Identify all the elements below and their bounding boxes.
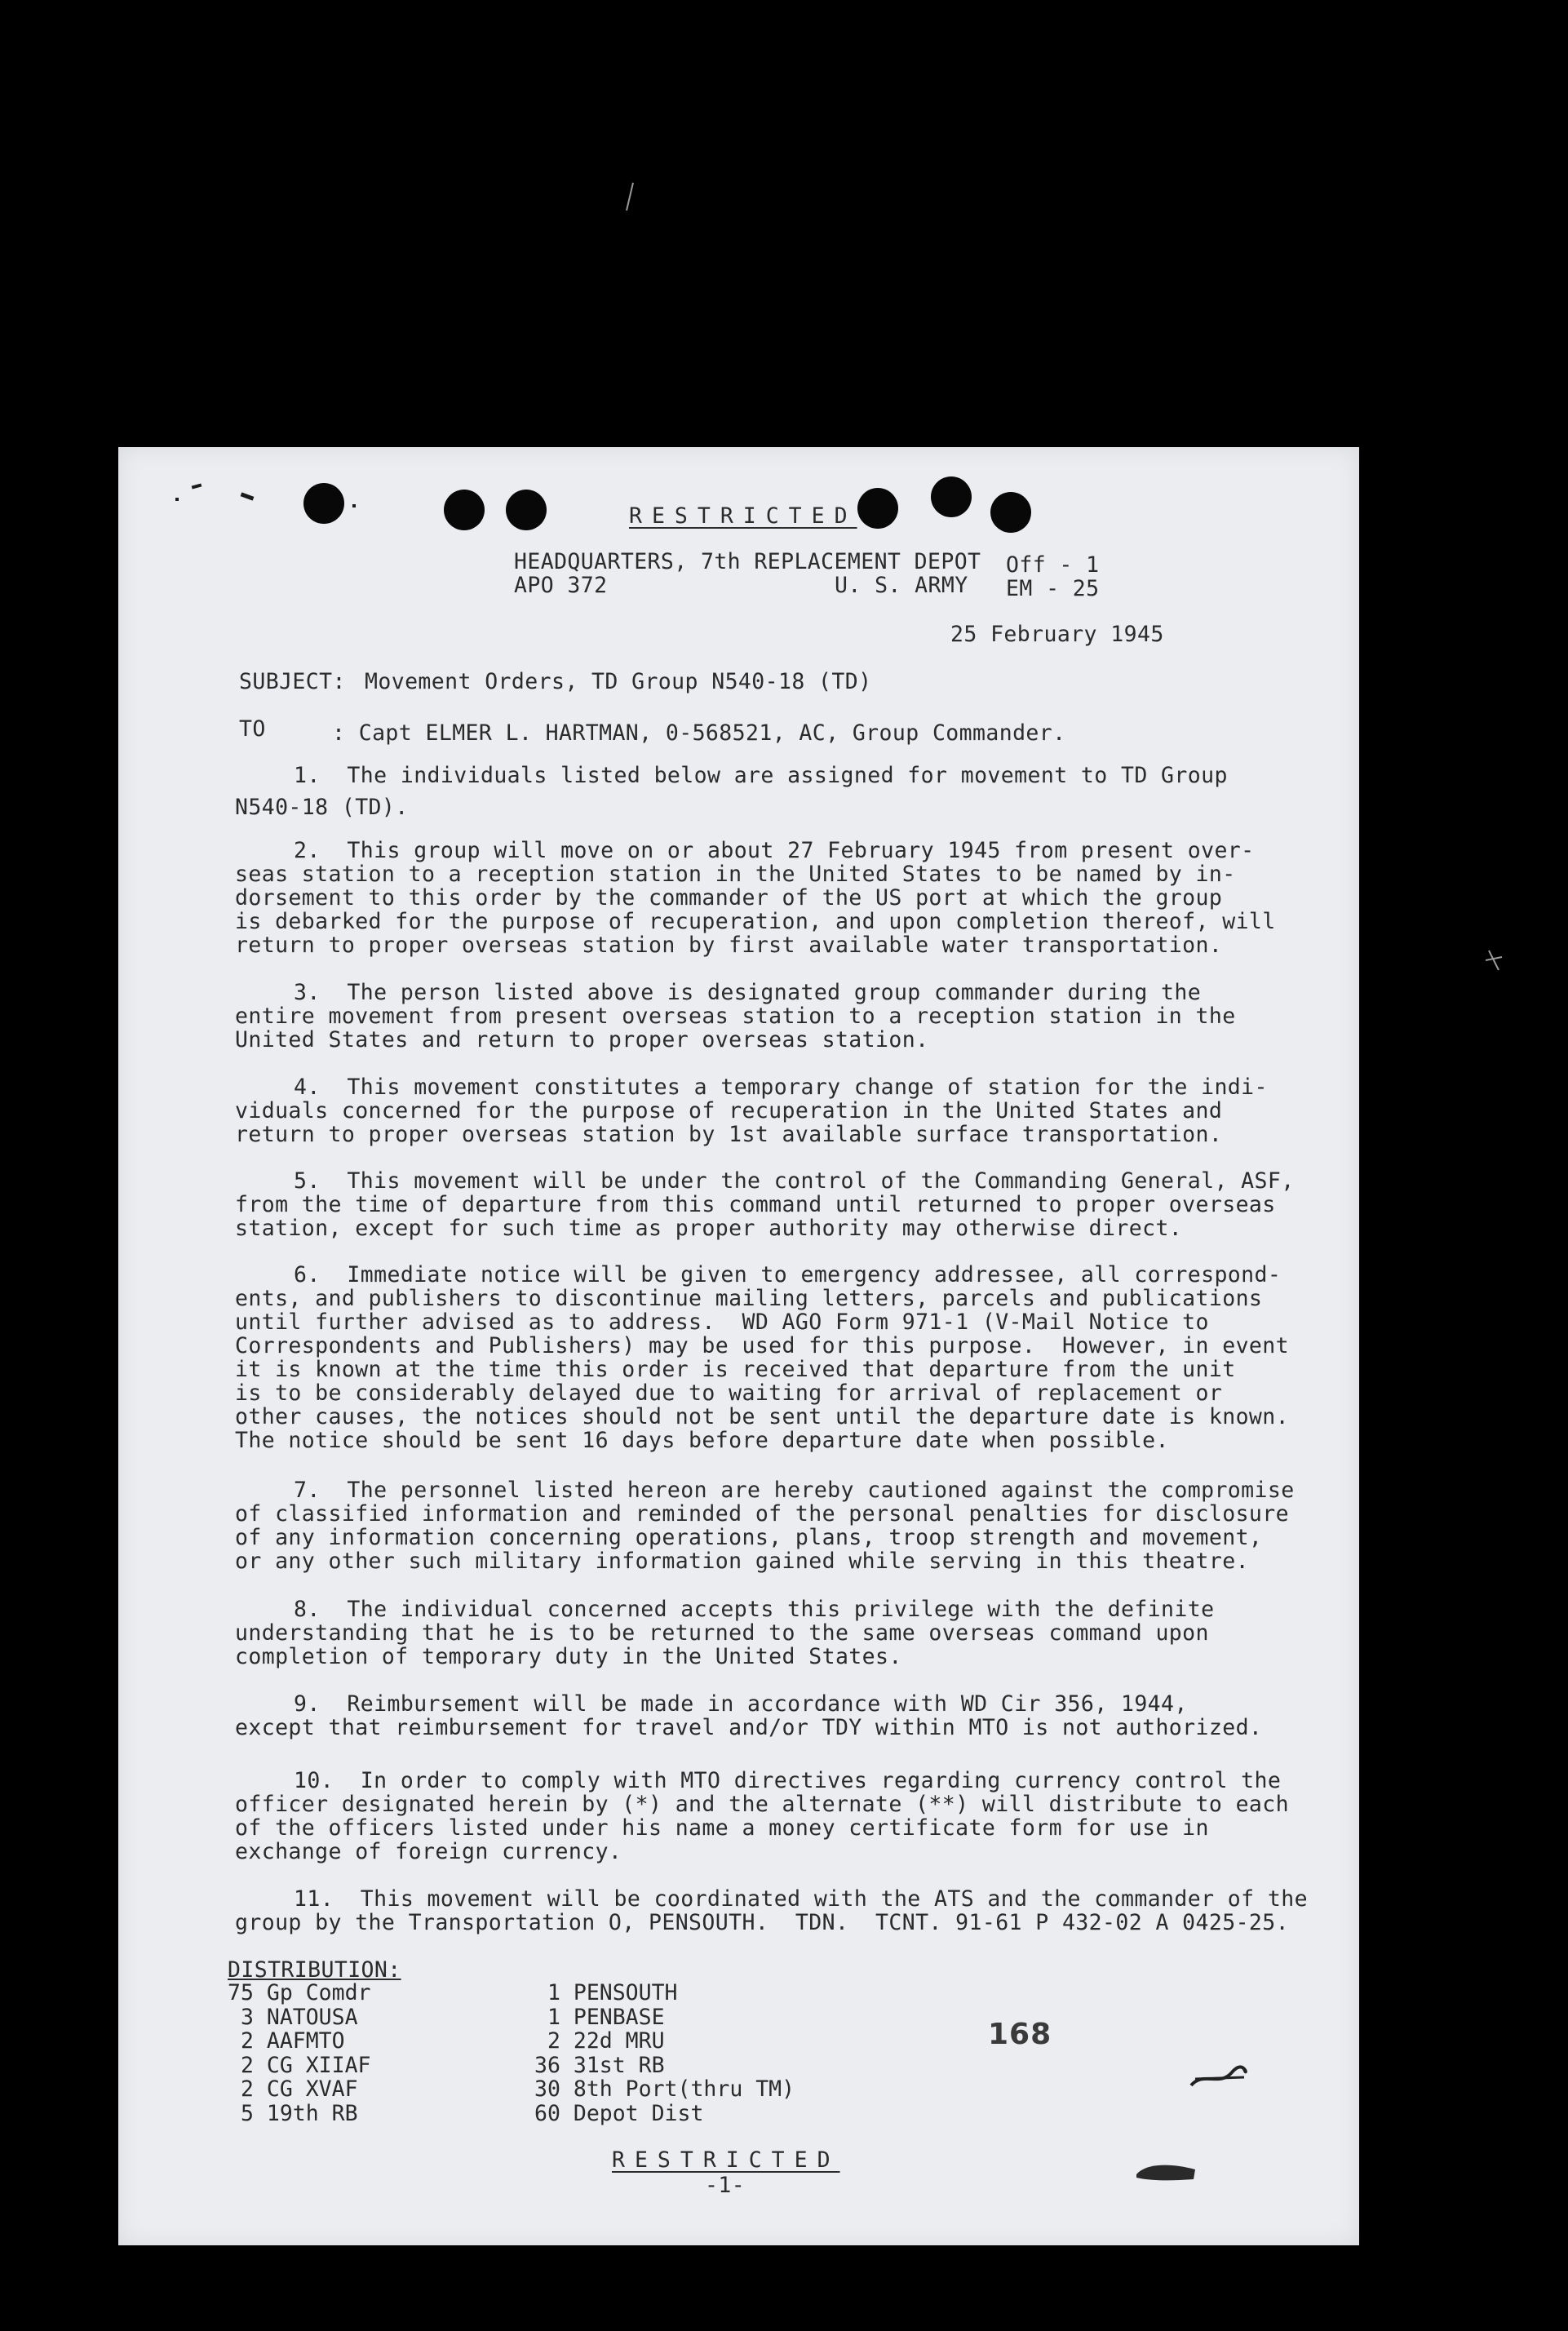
ink-speck	[352, 504, 356, 507]
paragraph-line: completion of temporary duty in the United States.	[235, 1644, 902, 1669]
paragraph-10	[235, 1768, 1289, 1864]
paragraph-5	[235, 1168, 1295, 1241]
background-mark	[622, 181, 638, 214]
document-page	[118, 447, 1359, 2245]
paragraph-line: it is known at the time this order is received that departure from the unit	[235, 1357, 1236, 1382]
paragraph-line: 4. This movement constitutes a temporary change of station for the indi-	[294, 1075, 1268, 1100]
paragraph-line: of classified information and reminded of the personal penalties for disclosure	[235, 1501, 1289, 1527]
stamped-number: 168	[988, 2018, 1052, 2051]
paragraph-line: 10. In order to comply with MTO directives regarding currency control the	[294, 1768, 1282, 1793]
paragraph-4	[235, 1075, 1268, 1147]
army-line: U. S. ARMY	[835, 573, 968, 598]
paragraph-line: 9. Reimbursement will be made in accordance with WD Cir 356, 1944,	[294, 1691, 1188, 1717]
document-date: 25 February 1945	[950, 622, 1164, 647]
paragraph-line: ents, and publishers to discontinue mailing letters, parcels and publications	[235, 1286, 1263, 1311]
paragraph-line: The notice should be sent 16 days before departure date when possible.	[235, 1428, 1169, 1453]
paragraph-11	[235, 1886, 1308, 1935]
paragraph-line: understanding that he is to be returned to the same overseas command upon	[235, 1620, 1209, 1646]
ink-scribble	[1187, 2063, 1252, 2095]
paragraph-line: station, except for such time as proper authority may otherwise direct.	[235, 1216, 1183, 1241]
paragraph-7	[235, 1478, 1295, 1574]
paragraph-line: dorsement to this order by the commander of the US port at which the group	[235, 885, 1223, 911]
punch-hole	[931, 476, 972, 517]
distribution-entry: 5 19th RB	[228, 2100, 358, 2126]
distribution-entry: 75 Gp Comdr	[228, 1980, 371, 2005]
paragraph-line: 11. This movement will be coordinated with the ATS and the commander of the	[294, 1886, 1308, 1912]
paragraph-line: return to proper overseas station by 1st available surface transportation.	[235, 1122, 1223, 1147]
paragraph-line: exchange of foreign currency.	[235, 1839, 622, 1864]
distribution-entry: 1 PENSOUTH	[534, 1980, 678, 2005]
paragraph-line: 1. The individuals listed below are assigned for movement to TD Group	[294, 763, 1228, 788]
punch-hole	[444, 490, 485, 530]
subject-label: SUBJECT:	[239, 669, 346, 694]
ink-speck	[241, 492, 255, 500]
paragraph-3	[235, 981, 1247, 1052]
paragraph-2	[235, 838, 1276, 958]
paragraph-line: officer designated herein by (*) and the alternate (**) will distribute to each	[235, 1792, 1289, 1817]
paragraph-line: is debarked for the purpose of recuperation, and upon completion thereof, will	[235, 909, 1276, 934]
enlisted-count: EM - 25	[1006, 576, 1100, 601]
page-number: -1-	[705, 2173, 746, 2198]
restricted-footer: RESTRICTED	[612, 2147, 840, 2173]
paragraph-line: N540-18 (TD).	[235, 795, 409, 820]
paragraph-line: 3. The person listed above is designated group commander during the	[294, 980, 1202, 1005]
paragraph-line: is to be considerably delayed due to waiting for arrival of replacement or	[235, 1380, 1223, 1406]
punch-hole	[506, 490, 547, 530]
paragraph-line: until further advised as to address. WD AGO Form 971-1 (V-Mail Notice to	[235, 1310, 1209, 1335]
paragraph-line: seas station to a reception station in the United States to be named by in-	[235, 862, 1236, 887]
paragraph-line: 8. The individual concerned accepts this privilege with the definite	[294, 1597, 1215, 1622]
paragraph-line: 7. The personnel listed hereon are hereby cautioned against the compromise	[294, 1478, 1295, 1503]
distribution-entry: 36 31st RB	[534, 2052, 665, 2078]
paragraph-line: 6. Immediate notice will be given to emergency addressee, all correspond-	[294, 1262, 1282, 1287]
distribution-entry: 3 NATOUSA	[228, 2004, 358, 2030]
paragraph-line: Correspondents and Publishers) may be used for this purpose. However, in event	[235, 1333, 1289, 1358]
to-label: TO	[239, 716, 266, 742]
paragraph-line: group by the Transportation O, PENSOUTH. TDN. TCNT. 91-61 P 432-02 A 0425-25.	[235, 1910, 1289, 1935]
paragraph-line: 5. This movement will be under the control of the Commanding General, ASF,	[294, 1168, 1295, 1194]
paragraph-6	[235, 1262, 1289, 1453]
punch-hole	[303, 483, 344, 524]
punch-hole	[990, 492, 1031, 533]
paragraph-1	[235, 764, 1247, 819]
punch-hole	[857, 488, 898, 529]
paragraph-line: viduals concerned for the purpose of recuperation in the United States and	[235, 1098, 1223, 1123]
restricted-header: RESTRICTED	[629, 503, 857, 529]
subject-text: Movement Orders, TD Group N540-18 (TD)	[365, 669, 872, 694]
paragraph-9	[235, 1691, 1263, 1740]
hq-line: HEADQUARTERS, 7th REPLACEMENT DEPOT	[514, 549, 981, 574]
paragraph-line: of any information concerning operations, plans, troop strength and movement,	[235, 1525, 1263, 1550]
paragraph-line: 2. This group will move on or about 27 February 1945 from present over-	[294, 838, 1255, 863]
paragraph-8	[235, 1598, 1247, 1668]
apo-line: APO 372	[514, 573, 608, 598]
distribution-entry: 60 Depot Dist	[534, 2100, 704, 2126]
distribution-entry: 2 AAFMTO	[228, 2028, 345, 2054]
paragraph-line: other causes, the notices should not be sent until the departure date is known.	[235, 1404, 1289, 1429]
distribution-list-left	[228, 1981, 371, 2125]
distribution-entry: 30 8th Port(thru TM)	[534, 2076, 795, 2102]
distribution-list-right	[534, 1981, 795, 2125]
paragraph-line: from the time of departure from this command until returned to proper overseas	[235, 1192, 1276, 1217]
distribution-entry: 2 22d MRU	[534, 2028, 665, 2054]
paragraph-line: except that reimbursement for travel and/or TDY within MTO is not authorized.	[235, 1715, 1263, 1740]
paragraph-line: United States and return to proper overseas station.	[235, 1027, 929, 1052]
paragraph-line: entire movement from present overseas station to a reception station in the	[235, 1004, 1236, 1029]
distribution-title: DISTRIBUTION:	[228, 1957, 401, 1983]
to-text: : Capt ELMER L. HARTMAN, 0-568521, AC, Group Commander.	[332, 720, 1066, 746]
paragraph-line: return to proper overseas station by first available water transportation.	[235, 933, 1223, 958]
ink-mark	[1130, 2156, 1203, 2186]
distribution-entry: 2 CG XVAF	[228, 2076, 358, 2102]
officer-count: Off - 1	[1006, 552, 1100, 578]
distribution-entry: 2 CG XIIAF	[228, 2052, 371, 2078]
distribution-entry: 1 PENBASE	[534, 2004, 665, 2030]
ink-speck	[192, 484, 202, 490]
paragraph-line: or any other such military information gained while serving in this theatre.	[235, 1549, 1249, 1574]
paragraph-line: of the officers listed under his name a money certificate form for use in	[235, 1815, 1209, 1841]
background-mark	[1481, 942, 1505, 975]
ink-speck	[175, 498, 179, 501]
